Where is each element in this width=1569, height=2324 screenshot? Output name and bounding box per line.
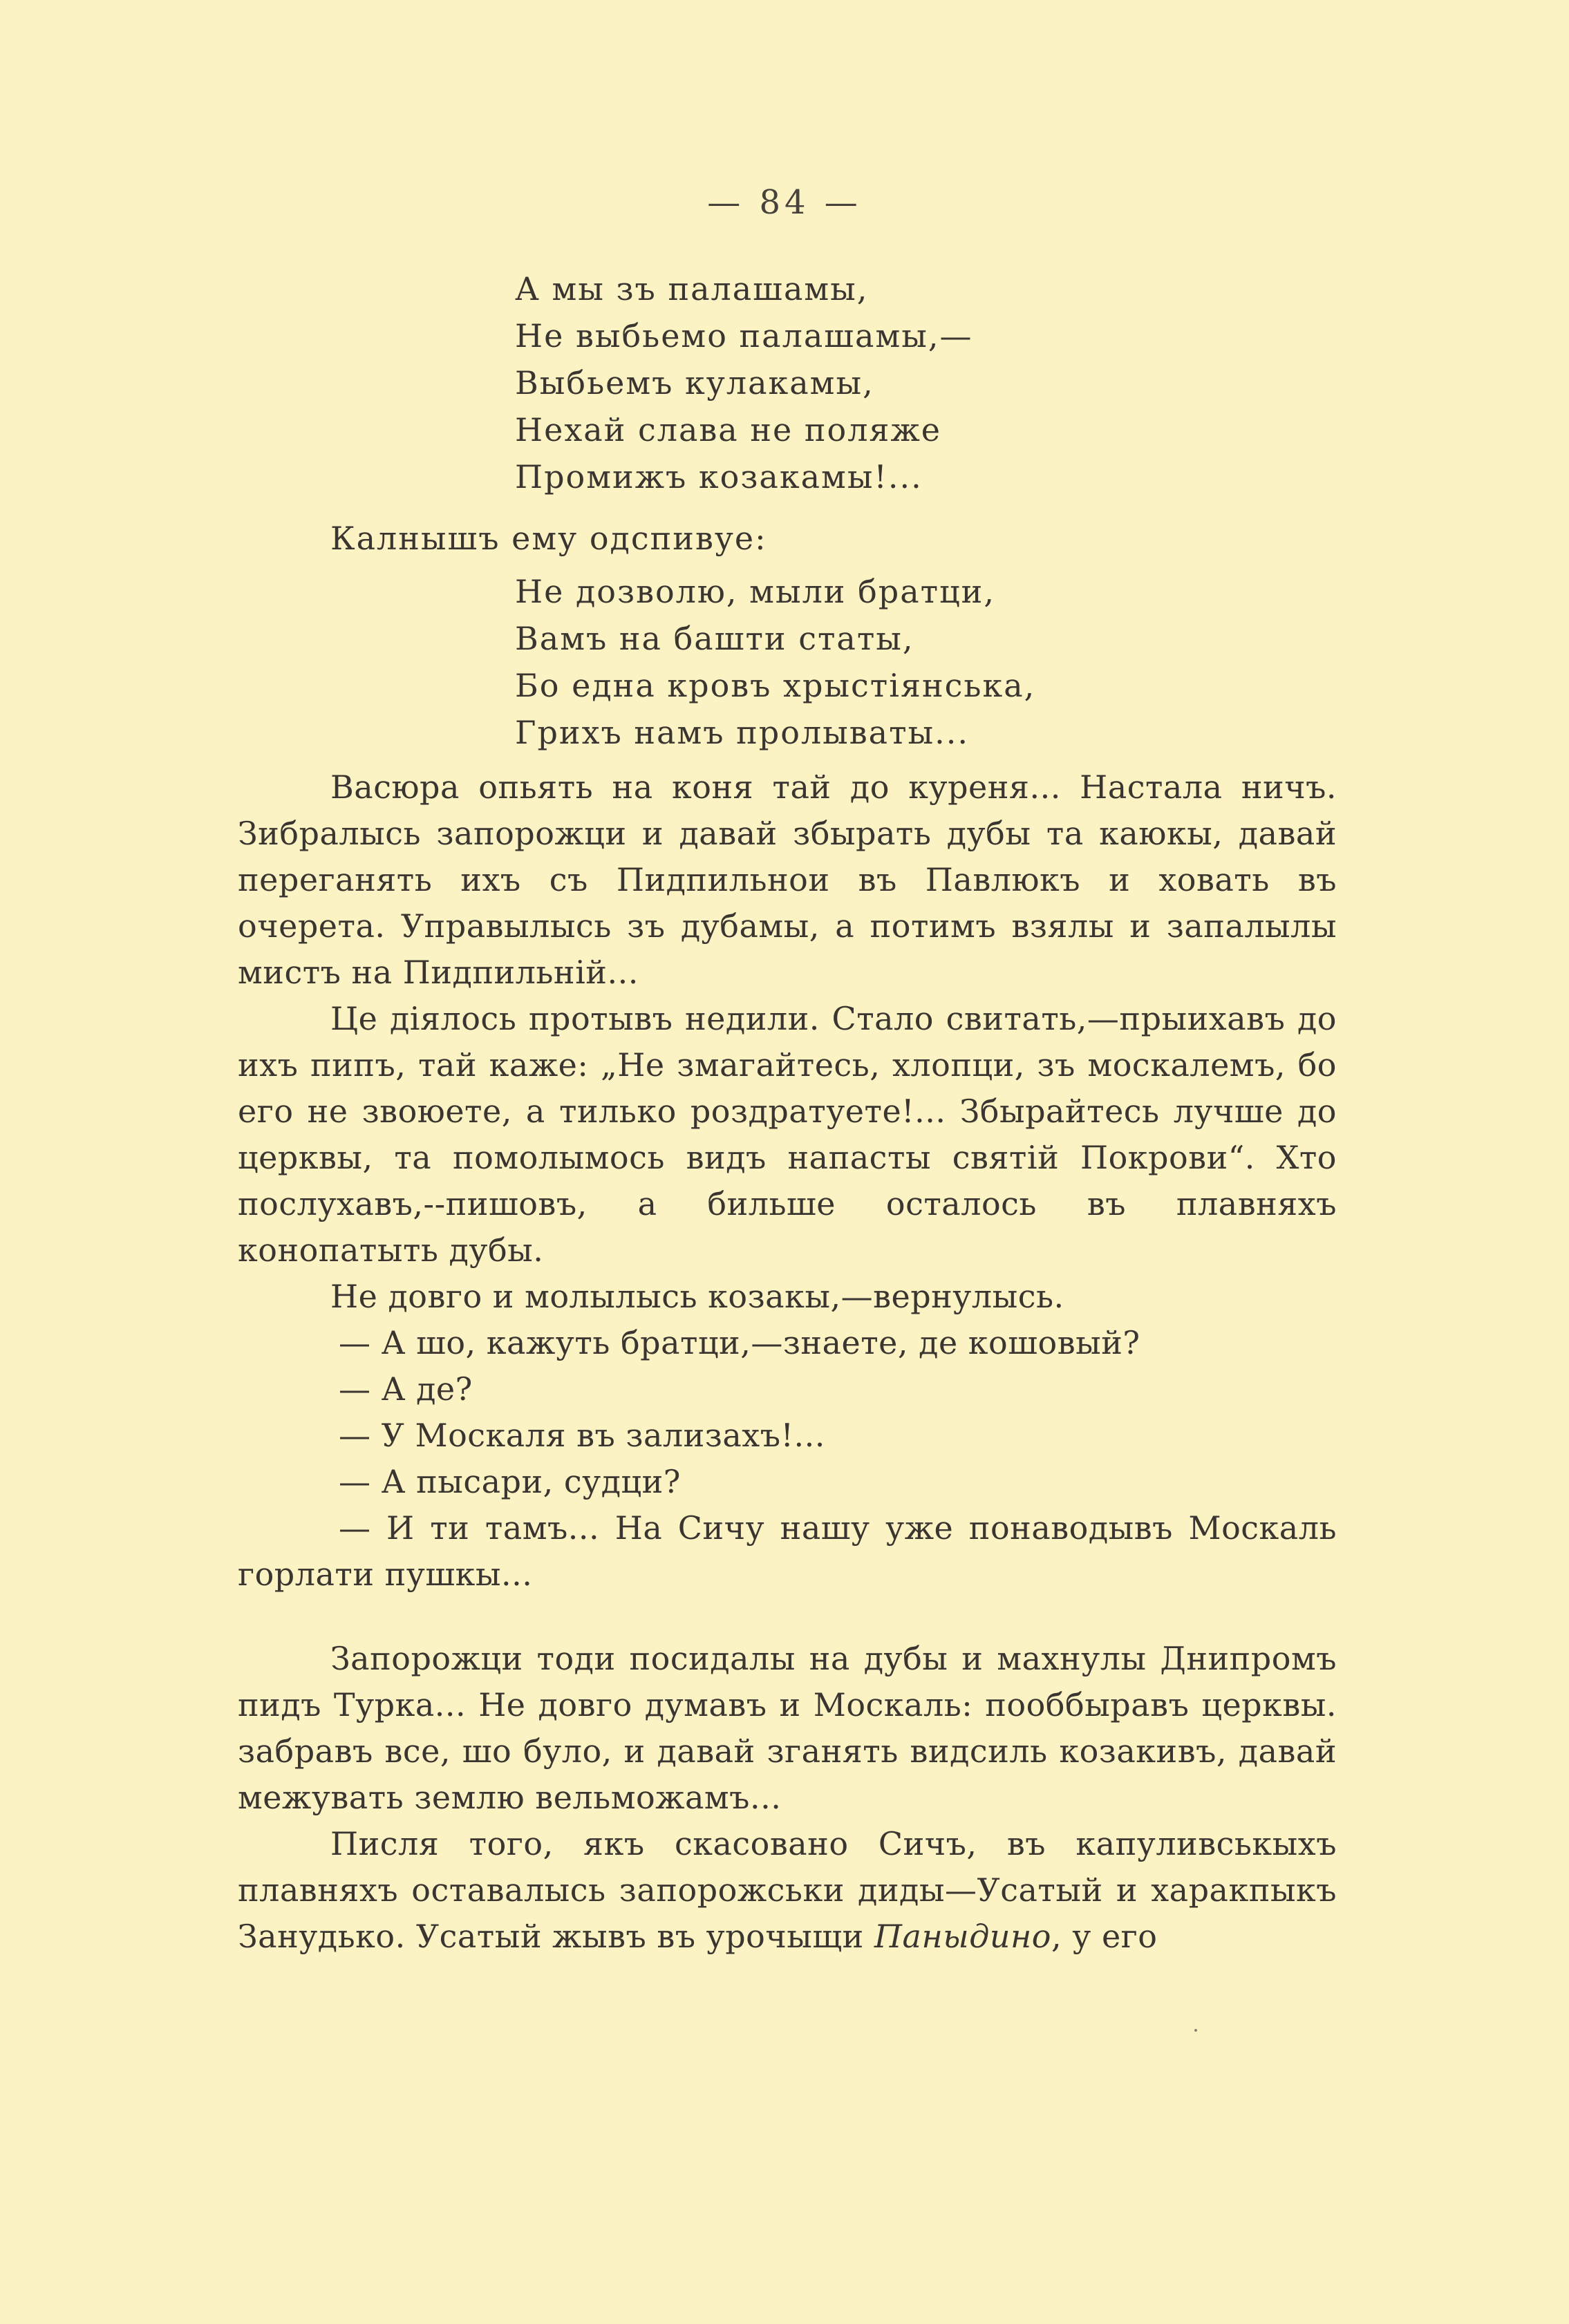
paragraph: Не довго и молылысь козакы,—вернулысь. [330, 1278, 1064, 1315]
place-name-emphasis: Паныдино [874, 1918, 1052, 1955]
dialog-line: — И ти тамъ... На Сичу нашу уже понаводывъ Москаль горлати пушкы... [238, 1509, 1337, 1593]
verse-line: Вамъ на башти статы, [515, 620, 914, 657]
paragraph: Васюра опьять на коня тай до куреня... Настала ничъ. Зибралысь запорожци и давай збырать дубы та каюкы, давай переганять ихъ съ Пидпильнои въ Павлюкъ и ховать въ очерета. Управылысь зъ дубамы, а потимъ взялы и запалылы мистъ на Пидпильній... [238, 768, 1337, 991]
prose-block-1 [238, 764, 1337, 1598]
verse-stanza-1 [515, 265, 973, 500]
paragraph: Це діялось протывъ недили. Стало свитать,—прыихавъ до ихъ пипъ, тай каже: „Не змагайтесь, хлопци, зъ москалемъ, бо его не звоюете, а тилько роздратуете!... Збырайтесь лучше до церквы, та помолымось видъ напасты святій Покрови“. Хто послухавъ,--пишовъ, а бильше осталось въ плавняхъ конопатыть дубы. [238, 1000, 1337, 1269]
dialog-line: — У Москаля въ зализахъ!... [339, 1417, 825, 1454]
dialog-line: — А пысари, судци? [339, 1463, 681, 1500]
paragraph-text: Писля того, якъ скасовано Сичъ, въ капуливськыхъ плавняхъ оставалысь запорожськи диды—Усатый и харакпыкъ Занудько. Усатый жывъ въ урочыщи [238, 1825, 1337, 1955]
dialog-line: — А де? [339, 1370, 473, 1408]
verse-stanza-2 [515, 568, 1035, 756]
verse-line: Не дозволю, мыли братци, [515, 573, 995, 610]
verse-line: Выбьемъ кулакамы, [515, 364, 874, 401]
verse-line: Нехай слава не поляже [515, 411, 941, 448]
page-number: — 84 — [707, 183, 862, 222]
verse-line: Бо една кровъ хрыстіянська, [515, 667, 1036, 704]
verse-line: Промижъ козакамы!... [515, 458, 923, 495]
speech-intro: Калнышъ ему одспивуе: [330, 520, 767, 557]
verse-line: А мы зъ палашамы, [515, 270, 869, 308]
paper-speck [1194, 2029, 1197, 2032]
paragraph-text-end: , у его [1051, 1918, 1158, 1955]
dialog-line: — А шо, кажуть братци,—знаете, де кошовый? [339, 1324, 1140, 1361]
paragraph: Запорожци тоди посидалы на дубы и махнулы Днипромъ пидъ Турка... Не довго думавъ и Москаль: пооббыравъ церквы. забравъ все, шо було, и давай зганять видсиль козакивъ, давай межувать землю вельможамъ... [238, 1640, 1337, 1816]
verse-line: Не выбьемо палашамы,— [515, 317, 973, 355]
prose-block-2 [238, 1636, 1337, 1960]
verse-line: Грихъ намъ пролываты... [515, 714, 970, 751]
paragraph-last [238, 1821, 1337, 1960]
